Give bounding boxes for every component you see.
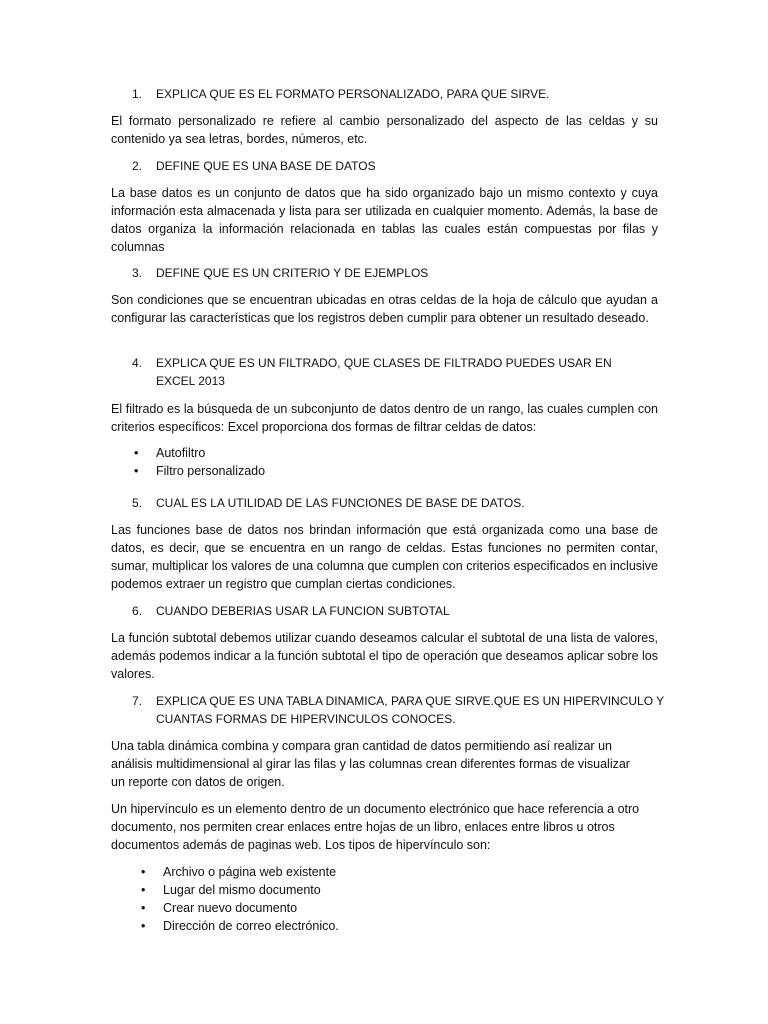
list-item [141,881,321,899]
answer-7-hyperlink: Un hipervínculo es un elemento dentro de un documento electrónico que hace referencia a otro documento, nos permiten crear enlaces entre hojas de un libro, enlaces entre libros u otros documentos además de paginas web. Los tipos de hipervínculo son: [111,802,640,852]
question-number: 3. [132,266,143,280]
bullet-icon: • [141,883,146,897]
question-3 [132,264,672,282]
bullet-icon: • [134,446,139,460]
list-item-text: Filtro personalizado [156,464,266,478]
question-text: CUAL ES LA UTILIDAD DE LAS FUNCIONES DE BASE DE DATOS. [156,496,525,510]
list-item [141,863,336,881]
bullet-icon: • [141,901,146,915]
answer-4: El filtrado es la búsqueda de un subconjunto de datos dentro de un rango, las cuales cumplen con criterios específicos: Excel proporciona dos formas de filtrar celdas de datos: [111,402,658,434]
question-number: 2. [132,159,143,173]
list-item [134,462,265,480]
question-text: EXPLICA QUE ES EL FORMATO PERSONALIZADO, PARA QUE SIRVE. [156,87,550,101]
question-5 [132,494,672,512]
list-item [134,444,205,462]
question-text: EXPLICA QUE ES UNA TABLA DINAMICA, PARA QUE SIRVE.QUE ES UN HIPERVINCULO Y CUANTAS FORMAS DE HIPERVINCULOS CONOCES. [156,694,664,726]
question-6 [132,602,672,620]
answer-3: Son condiciones que se encuentran ubicadas en otras celdas de la hoja de cálculo que ayudan a configurar las características que los registros deben cumplir para obtener un resultado deseado. [111,293,658,325]
answer-2: La base datos es un conjunto de datos que ha sido organizado bajo un mismo contexto y cuya información esta almacenada y lista para ser utilizada en cualquier momento. Además, la base de datos organiza la información relacionada en tablas las cuales están compuestas por filas y columnas [111,186,658,254]
list-item [141,917,339,935]
answer-7-pivot-table: Una tabla dinámica combina y compara gran cantidad de datos permitiendo así realizar un análisis multidimensional al girar las filas y las columnas crean diferentes formas de visualizar un reporte con datos de origen. [111,739,630,789]
list-item-text: Archivo o página web existente [163,865,337,879]
list-item-text: Crear nuevo documento [163,901,298,915]
question-text: EXPLICA QUE ES UN FILTRADO, QUE CLASES DE FILTRADO PUEDES USAR EN EXCEL 2013 [156,356,612,388]
question-text: CUANDO DEBERIAS USAR LA FUNCION SUBTOTAL [156,604,450,618]
question-1 [132,85,672,103]
list-item-text: Autofiltro [156,446,206,460]
list-item [141,899,297,917]
question-number: 1. [132,87,143,101]
question-7 [132,692,672,728]
question-4 [132,354,632,390]
bullet-icon: • [141,865,146,879]
answer-1: El formato personalizado re refiere al cambio personalizado del aspecto de las celdas y su contenido ya sea letras, bordes, números, etc. [111,114,658,146]
answer-6: La función subtotal debemos utilizar cuando deseamos calcular el subtotal de una lista de valores, además podemos indicar a la función subtotal el tipo de operación que deseamos aplicar sobre los valores. [111,631,658,681]
question-2 [132,157,672,175]
bullet-icon: • [134,464,139,478]
question-number: 5. [132,496,143,510]
list-item-text: Dirección de correo electrónico. [163,919,339,933]
bullet-icon: • [141,919,146,933]
question-text: DEFINE QUE ES UNA BASE DE DATOS [156,159,376,173]
question-number: 7. [132,694,143,708]
answer-5: Las funciones base de datos nos brindan información que está organizada como una base de datos, es decir, que se encuentra en un rango de celdas. Estas funciones no permiten contar, sumar, multiplicar los valores de una columna que cumplen con criterios especificados en inclusive podemos extraer un registro que cumplan ciertas condiciones. [111,523,658,591]
question-number: 4. [132,356,143,370]
list-item-text: Lugar del mismo documento [163,883,321,897]
question-text: DEFINE QUE ES UN CRITERIO Y DE EJEMPLOS [156,266,429,280]
question-number: 6. [132,604,143,618]
